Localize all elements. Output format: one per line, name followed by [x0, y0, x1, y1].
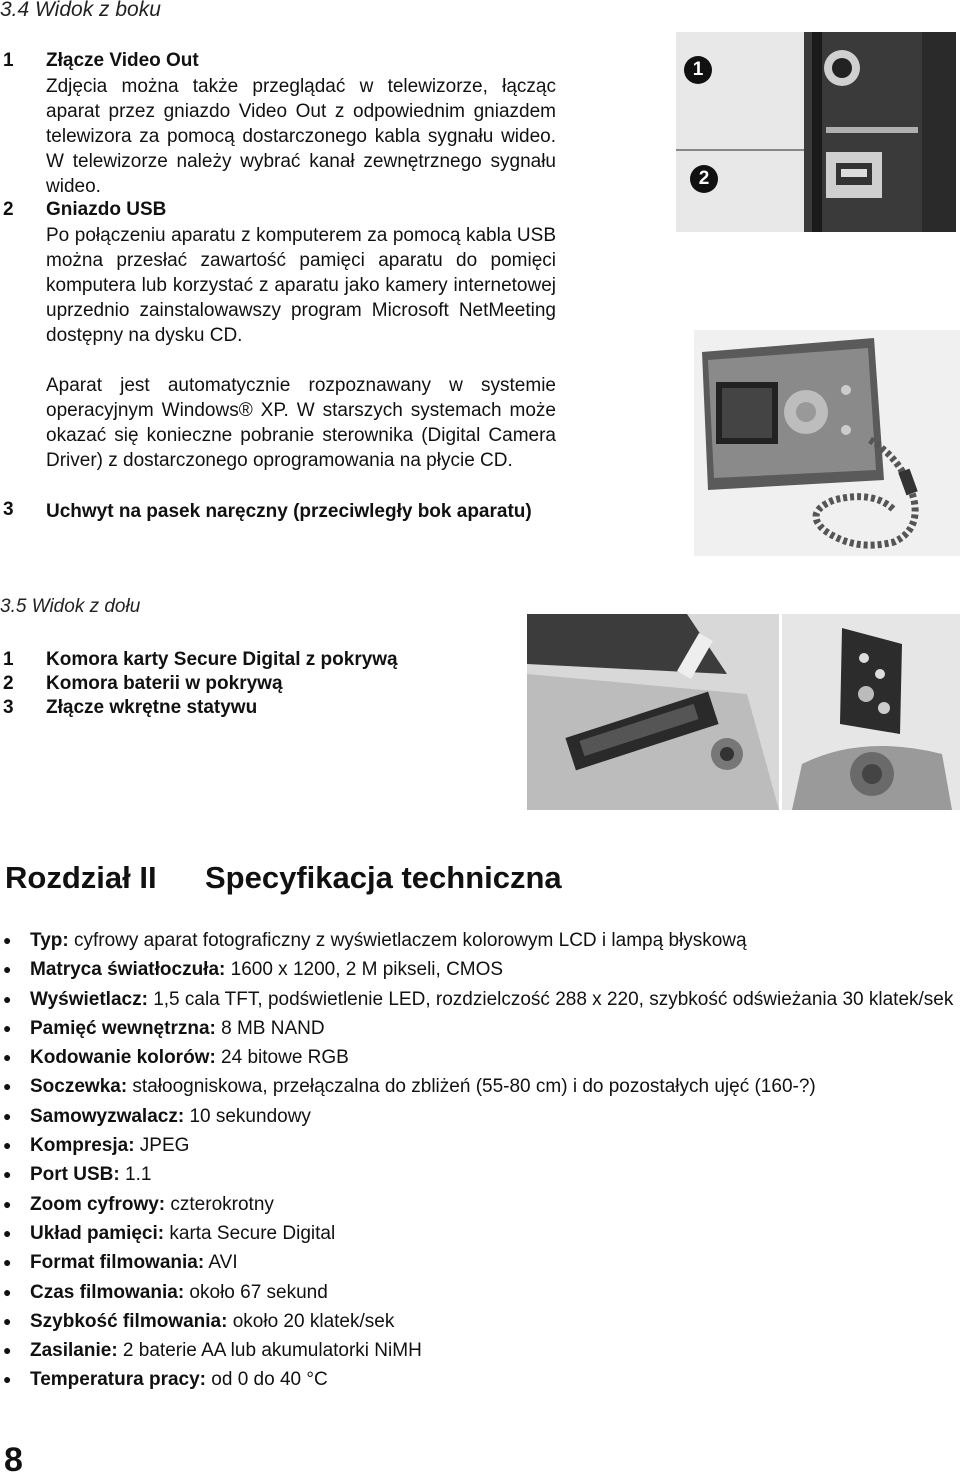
spec-label: Kodowanie kolorów: — [30, 1047, 216, 1069]
bullet-icon: ● — [3, 1078, 12, 1095]
spec-value: 8 MB NAND — [215, 1017, 325, 1039]
spec-value: od 0 do 40 °C — [206, 1369, 328, 1391]
spec-label: Soczewka: — [30, 1076, 128, 1098]
item-body-usb: Po połączeniu aparatu z komputerem za pomocą kabla USB można przesłać zawartość pamięci aparatu do pomięci komputera lub korzystać z aparatu jako kamery internetowej uprzednio zainstalowawszy program Microsoft NetMeeting dostępny na dysku CD. — [46, 225, 556, 346]
bullet-icon: ● — [3, 932, 12, 948]
bullet-icon: ● — [3, 1107, 12, 1124]
spec-label: Pamięć wewnętrzna: — [30, 1017, 216, 1039]
spec-value: czterokrotny — [165, 1193, 274, 1215]
item-title-usb: Gniazdo USB — [46, 199, 167, 220]
spec-label: Kompresja: — [30, 1135, 135, 1157]
spec-item — [0, 985, 958, 1014]
bullet-icon: ● — [3, 990, 12, 1007]
item-number: 2 — [3, 199, 14, 220]
spec-value: stałoogniskowa, przełączalna do zbliżeń (55-80 cm) i do pozostałych ujęć (160-?) — [127, 1076, 816, 1098]
item-title-tripod: Złącze wkrętne statywu — [46, 697, 258, 718]
spec-value: 1.1 — [119, 1164, 152, 1186]
spec-item — [0, 926, 958, 955]
spec-item — [0, 1131, 958, 1160]
spec-value: 1,5 cala TFT, podświetlenie LED, rozdzielczość 288 x 220, szybkość odświeżania 30 klatek/sek — [147, 988, 954, 1010]
spec-value: 10 sekundowy — [184, 1105, 311, 1127]
spec-value: około 67 sekund — [184, 1281, 328, 1303]
item-title-battery: Komora baterii w pokrywą — [46, 673, 283, 694]
bullet-icon: ● — [3, 1254, 12, 1271]
item-body-usb-windows: Aparat jest automatycznie rozpoznawany w systemie operacyjnym Windows® XP. W starszych systemach może okazać się konieczne pobranie sterownika (Digital Camera Driver) z dostarczonego oprogramowania na płycie CD. — [46, 375, 556, 471]
spec-value: 24 bitowe RGB — [215, 1047, 349, 1069]
bullet-icon: ● — [3, 1342, 12, 1359]
spec-label: Zoom cyfrowy: — [30, 1193, 166, 1215]
bullet-icon: ● — [3, 1019, 12, 1036]
spec-label: Temperatura pracy: — [30, 1369, 206, 1391]
spec-value: około 20 klatek/sek — [227, 1310, 395, 1332]
bottom-view-photo — [527, 614, 779, 810]
camera-strap-photo — [694, 330, 960, 556]
spec-list — [0, 926, 958, 1395]
bullet-icon: ● — [3, 961, 12, 978]
spec-item — [0, 1160, 958, 1189]
spec-item — [0, 1248, 958, 1277]
spec-label: Szybkość filmowania: — [30, 1310, 228, 1332]
spec-label: Format filmowania: — [30, 1252, 205, 1274]
marker-two: 2 — [690, 165, 718, 193]
item-body-video-out: Zdjęcia można także przeglądać w telewizorze, łącząc aparat przez gniazdo Video Out z odpowiednim gniazdem telewizora za pomocą dostarczonego kabla sygnału wideo. W telewizorze należy wybrać kanał zewnętrznego sygnału wideo. — [46, 76, 556, 197]
bullet-icon: ● — [3, 1049, 12, 1066]
spec-item — [0, 1102, 958, 1131]
spec-item — [0, 955, 958, 984]
bullet-icon: ● — [3, 1224, 12, 1241]
spec-item — [0, 1043, 958, 1072]
item-number: 2 — [3, 673, 14, 694]
spec-label: Port USB: — [30, 1164, 120, 1186]
spec-item — [0, 1190, 958, 1219]
bullet-icon: ● — [3, 1371, 12, 1388]
spec-label: Czas filmowania: — [30, 1281, 185, 1303]
spec-value: JPEG — [134, 1135, 190, 1157]
item-title-sd-slot: Komora karty Secure Digital z pokrywą — [46, 649, 398, 670]
item-number: 1 — [3, 50, 14, 71]
spec-item — [0, 1014, 958, 1043]
section-title-side-view: 3.4 Widok z boku — [0, 0, 161, 21]
item-number: 3 — [3, 499, 14, 520]
spec-value: AVI — [204, 1252, 238, 1274]
spec-label: Matryca światłoczuła: — [30, 959, 226, 981]
chapter-title: Specyfikacja techniczna — [205, 860, 562, 895]
bullet-icon: ● — [3, 1137, 12, 1154]
spec-label: Samowyzwalacz: — [30, 1105, 185, 1127]
item-number: 1 — [3, 649, 14, 670]
spec-item — [0, 1072, 958, 1101]
item-title-strap: Uchwyt na pasek naręczny (przeciwległy bok aparatu) — [46, 501, 532, 522]
spec-label: Zasilanie: — [30, 1340, 118, 1362]
spec-item — [0, 1219, 958, 1248]
side-connectors-photo — [676, 32, 956, 232]
spec-label: Układ pamięci: — [30, 1222, 165, 1244]
battery-compartment-photo — [782, 614, 960, 810]
bullet-icon: ● — [3, 1195, 12, 1212]
spec-value: 1600 x 1200, 2 M pikseli, CMOS — [225, 959, 504, 981]
spec-item — [0, 1365, 958, 1394]
spec-label: Typ: — [30, 930, 69, 951]
bullet-icon: ● — [3, 1312, 12, 1329]
spec-item — [0, 1336, 958, 1365]
spec-value: cyfrowy aparat fotograficzny z wyświetlaczem kolorowym LCD i lampą błyskową — [68, 930, 747, 951]
spec-item — [0, 1278, 958, 1307]
chapter-label: Rozdział II — [5, 860, 157, 895]
spec-value: 2 baterie AA lub akumulatorki NiMH — [117, 1340, 422, 1362]
bullet-icon: ● — [3, 1166, 12, 1183]
item-number: 3 — [3, 697, 14, 718]
spec-label: Wyświetlacz: — [30, 988, 148, 1010]
marker-one: 1 — [684, 56, 712, 84]
page-number: 8 — [4, 1441, 23, 1479]
bullet-icon: ● — [3, 1283, 12, 1300]
spec-item — [0, 1307, 958, 1336]
section-title-bottom-view: 3.5 Widok z dołu — [0, 596, 141, 617]
item-title-video-out: Złącze Video Out — [46, 50, 199, 71]
spec-value: karta Secure Digital — [164, 1222, 336, 1244]
